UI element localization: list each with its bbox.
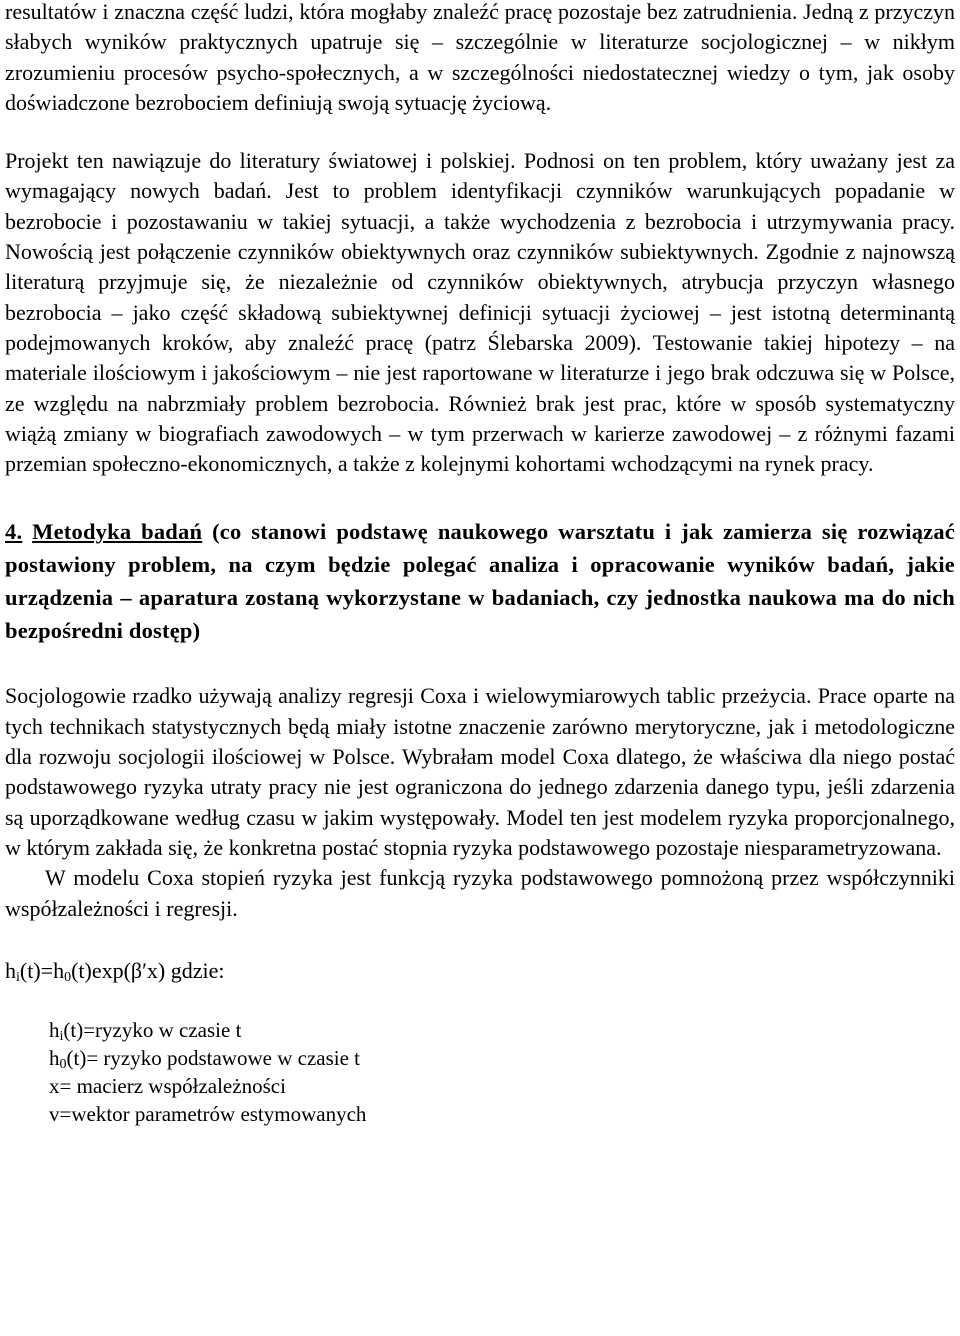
section-title-rest: (co stanowi podstawę naukowego warsztatu i jak zamierza się rozwiązać postawiony problem, na czym będzie polegać analiza i opracowanie wyników badań, jakie urządzenia – aparatura zostaną wykorzystane w badaniach, czy jednostka naukowa ma do nich bezpośredni dostęp)	[5, 519, 955, 644]
section-heading	[5, 515, 955, 647]
section-title-underlined: Metodyka badań	[32, 519, 203, 545]
definition-v: v=wektor parametrów estymowanych	[49, 1101, 367, 1126]
formula-definitions	[49, 1016, 955, 1128]
definition-hi: $h_i(t)=ryzyko$ w czasie t	[49, 1017, 242, 1044]
definition-h0: $h_0(t)=$ ryzyko podstawowe w czasie t	[49, 1045, 360, 1072]
paragraph-methods: Socjologowie rzadko używają analizy regresji Coxa i wielowymiarowych tablic przeżycia. Prace oparte na tych technikach statystycznych będą miały istotne znaczenie zarówno merytoryczne, jak i metodologiczne dla rozwoju socjologii ilościowej w Polsce. Wybrałam model Coxa dlatego, że właściwa dla niego postać podstawowego ryzyka utraty pracy nie jest ograniczona do jednego zdarzenia danego typu, jeśli zdarzenia są uporządkowane według czasu w jakim występowały. Model ten jest modelem ryzyka proporcjonalnego, w którym zakłada się, że konkretna postać stopnia ryzyka podstawowego pozostaje niesparametryzowana.	[5, 683, 955, 860]
definition-x: x= macierz współzależności	[49, 1073, 286, 1098]
document-page	[5, 0, 955, 1128]
paragraph-project: Projekt ten nawiązuje do literatury światowej i polskiej. Podnosi on ten problem, który uważany jest za wymagający nowych badań. Jest to problem identyfikacji czynników warunkujących popadanie w bezrobocie i pozostawaniu w takiej sytuacji, a także wychodzenia z bezrobocia i utrzymywania pracy. Nowością jest połączenie czynników obiektywnych oraz czynników subiektywnych. Zgodnie z najnowszą literaturą przyjmuje się, że niezależnie od czynników obiektywnych, atrybucja przyczyn własnego bezrobocia – jako część składową subiektywnej definicji sytuacji życiowej – jest istotną determinantą podejmowanych kroków, aby znaleźć pracę (patrz Ślebarska 2009). Testowanie takiej hipotezy – na materiale ilościowym i jakościowym – nie jest raportowane w literaturze i jego brak odczuwa się w Polsce, ze względu na nabrzmiały problem bezrobocia. Również brak jest prac, które w sposób systematyczny wiążą zmiany w biografiach zawodowych – w tym przerwach w karierze zawodowej – z różnymi fazami przemian społeczno-ekonomicznych, a także z kolejnymi kohortami wchodzącymi na rynek pracy.	[5, 148, 955, 477]
section-number: 4.	[5, 519, 23, 545]
paragraph-intro: resultatów i znaczna część ludzi, która mogłaby znaleźć pracę pozostaje bez zatrudnienia. Jedną z przyczyn słabych wyników praktycznych upatruje się – szczególnie w literaturze socjologicznej – w nikłym zrozumieniu procesów psycho-społecznych, a w szczególności niedostatecznej wiedzy o tym, jak osoby doświadczone bezrobociem definiują swoją sytuację życiową.	[5, 0, 955, 115]
paragraph-cox: W modelu Coxa stopień ryzyka jest funkcją ryzyka podstawowego pomnożoną przez współczynniki współzależności i regresji.	[5, 865, 955, 921]
cox-formula: $h_i(t)=h_0(t)\exp(\beta'x)$ gdzie:	[5, 957, 225, 985]
